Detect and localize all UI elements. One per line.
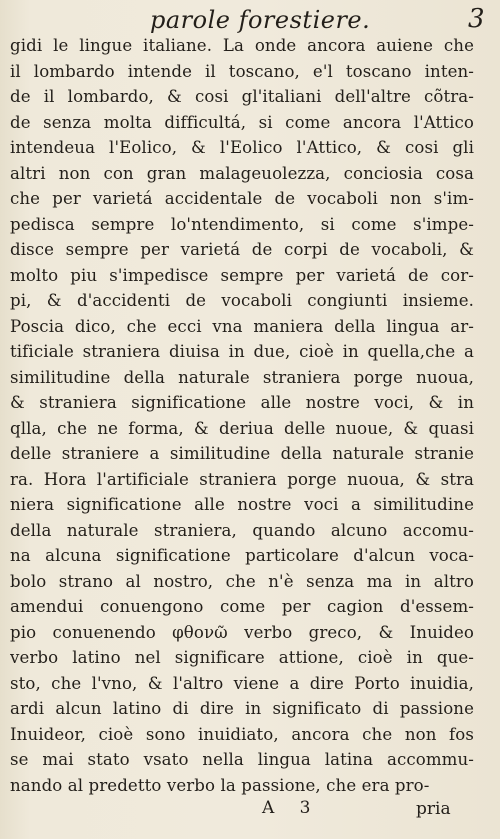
text-line: qlla, che ne forma, & deriua delle nuoue, & quasi [10,418,474,438]
body-text [10,33,474,798]
text-line: bolo strano al nostro, che n'è senza ma in altro [10,571,474,591]
text-line: amendui conuengono come per cagion d'essem- [10,597,474,616]
text-line: disce sempre per varietá de corpi de vocaboli, & [10,240,474,259]
text-line: similitudine della naturale straniera porge nuoua, [10,367,474,387]
signature-mark: A 3 [262,798,321,818]
text-line: nando al predetto verbo la passione, che era pro- [10,775,430,795]
text-line: ra. Hora l'artificiale straniera porge nuoua, & stra [10,469,474,489]
text-line: sto, che l'vno, & l'altro viene a dire Porto inuidia, [10,673,474,693]
text-line: intendeua l'Eolico, & l'Eolico l'Attico, & cosi gli [10,138,474,157]
text-line: della naturale straniera, quando alcuno accomu- [10,520,474,540]
text-line: altri non con gran malageuolezza, conciosia cosa [10,163,474,183]
text-line: molto piu s'impedisce sempre per varietá de cor- [10,265,474,285]
text-line: pedisca sempre lo'ntendimento, si come s'impe- [10,214,474,234]
page-number: 3 [468,4,485,34]
text-line: niera significatione alle nostre voci a similitudine [10,495,474,514]
text-line: il lombardo intende il toscano, e'l toscano inten- [10,61,474,81]
text-line: verbo latino nel significare attione, cioè in que- [10,648,474,667]
text-line: pi, & d'accidenti de vocaboli congiunti insieme. [10,291,474,310]
text-line: pio conuenendo φθονῶ verbo greco, & Inuideo [10,622,474,642]
catchword: pria [416,799,451,819]
text-line: Poscia dico, che ecci vna maniera della lingua ar- [10,316,474,336]
text-line: ardi alcun latino di dire in significato di passione [10,699,474,718]
text-line: de senza molta difficultá, si come ancora l'Attico [10,112,474,132]
text-line: de il lombardo, & cosi gl'italiani dell'altre cõtra- [10,87,474,106]
text-line: gidi le lingue italiane. La onde ancora auiene che [10,36,474,55]
text-line: na alcuna significatione particolare d'alcun voca- [10,546,474,565]
text-line: tificiale straniera diuisa in due, cioè in quella,che a [10,342,474,361]
page-footer [0,798,500,828]
text-line: che per varietá accidentale de vocaboli non s'im- [10,189,474,208]
text-line: & straniera significatione alle nostre voci, & in [10,393,474,412]
text-line: delle straniere a similitudine della naturale stranie [10,444,474,463]
text-line: Inuideor, cioè sono inuidiato, ancora che non fos [10,724,474,744]
running-title: parole forestiere. [150,6,371,34]
text-line: se mai stato vsato nella lingua latina accommu- [10,750,474,769]
